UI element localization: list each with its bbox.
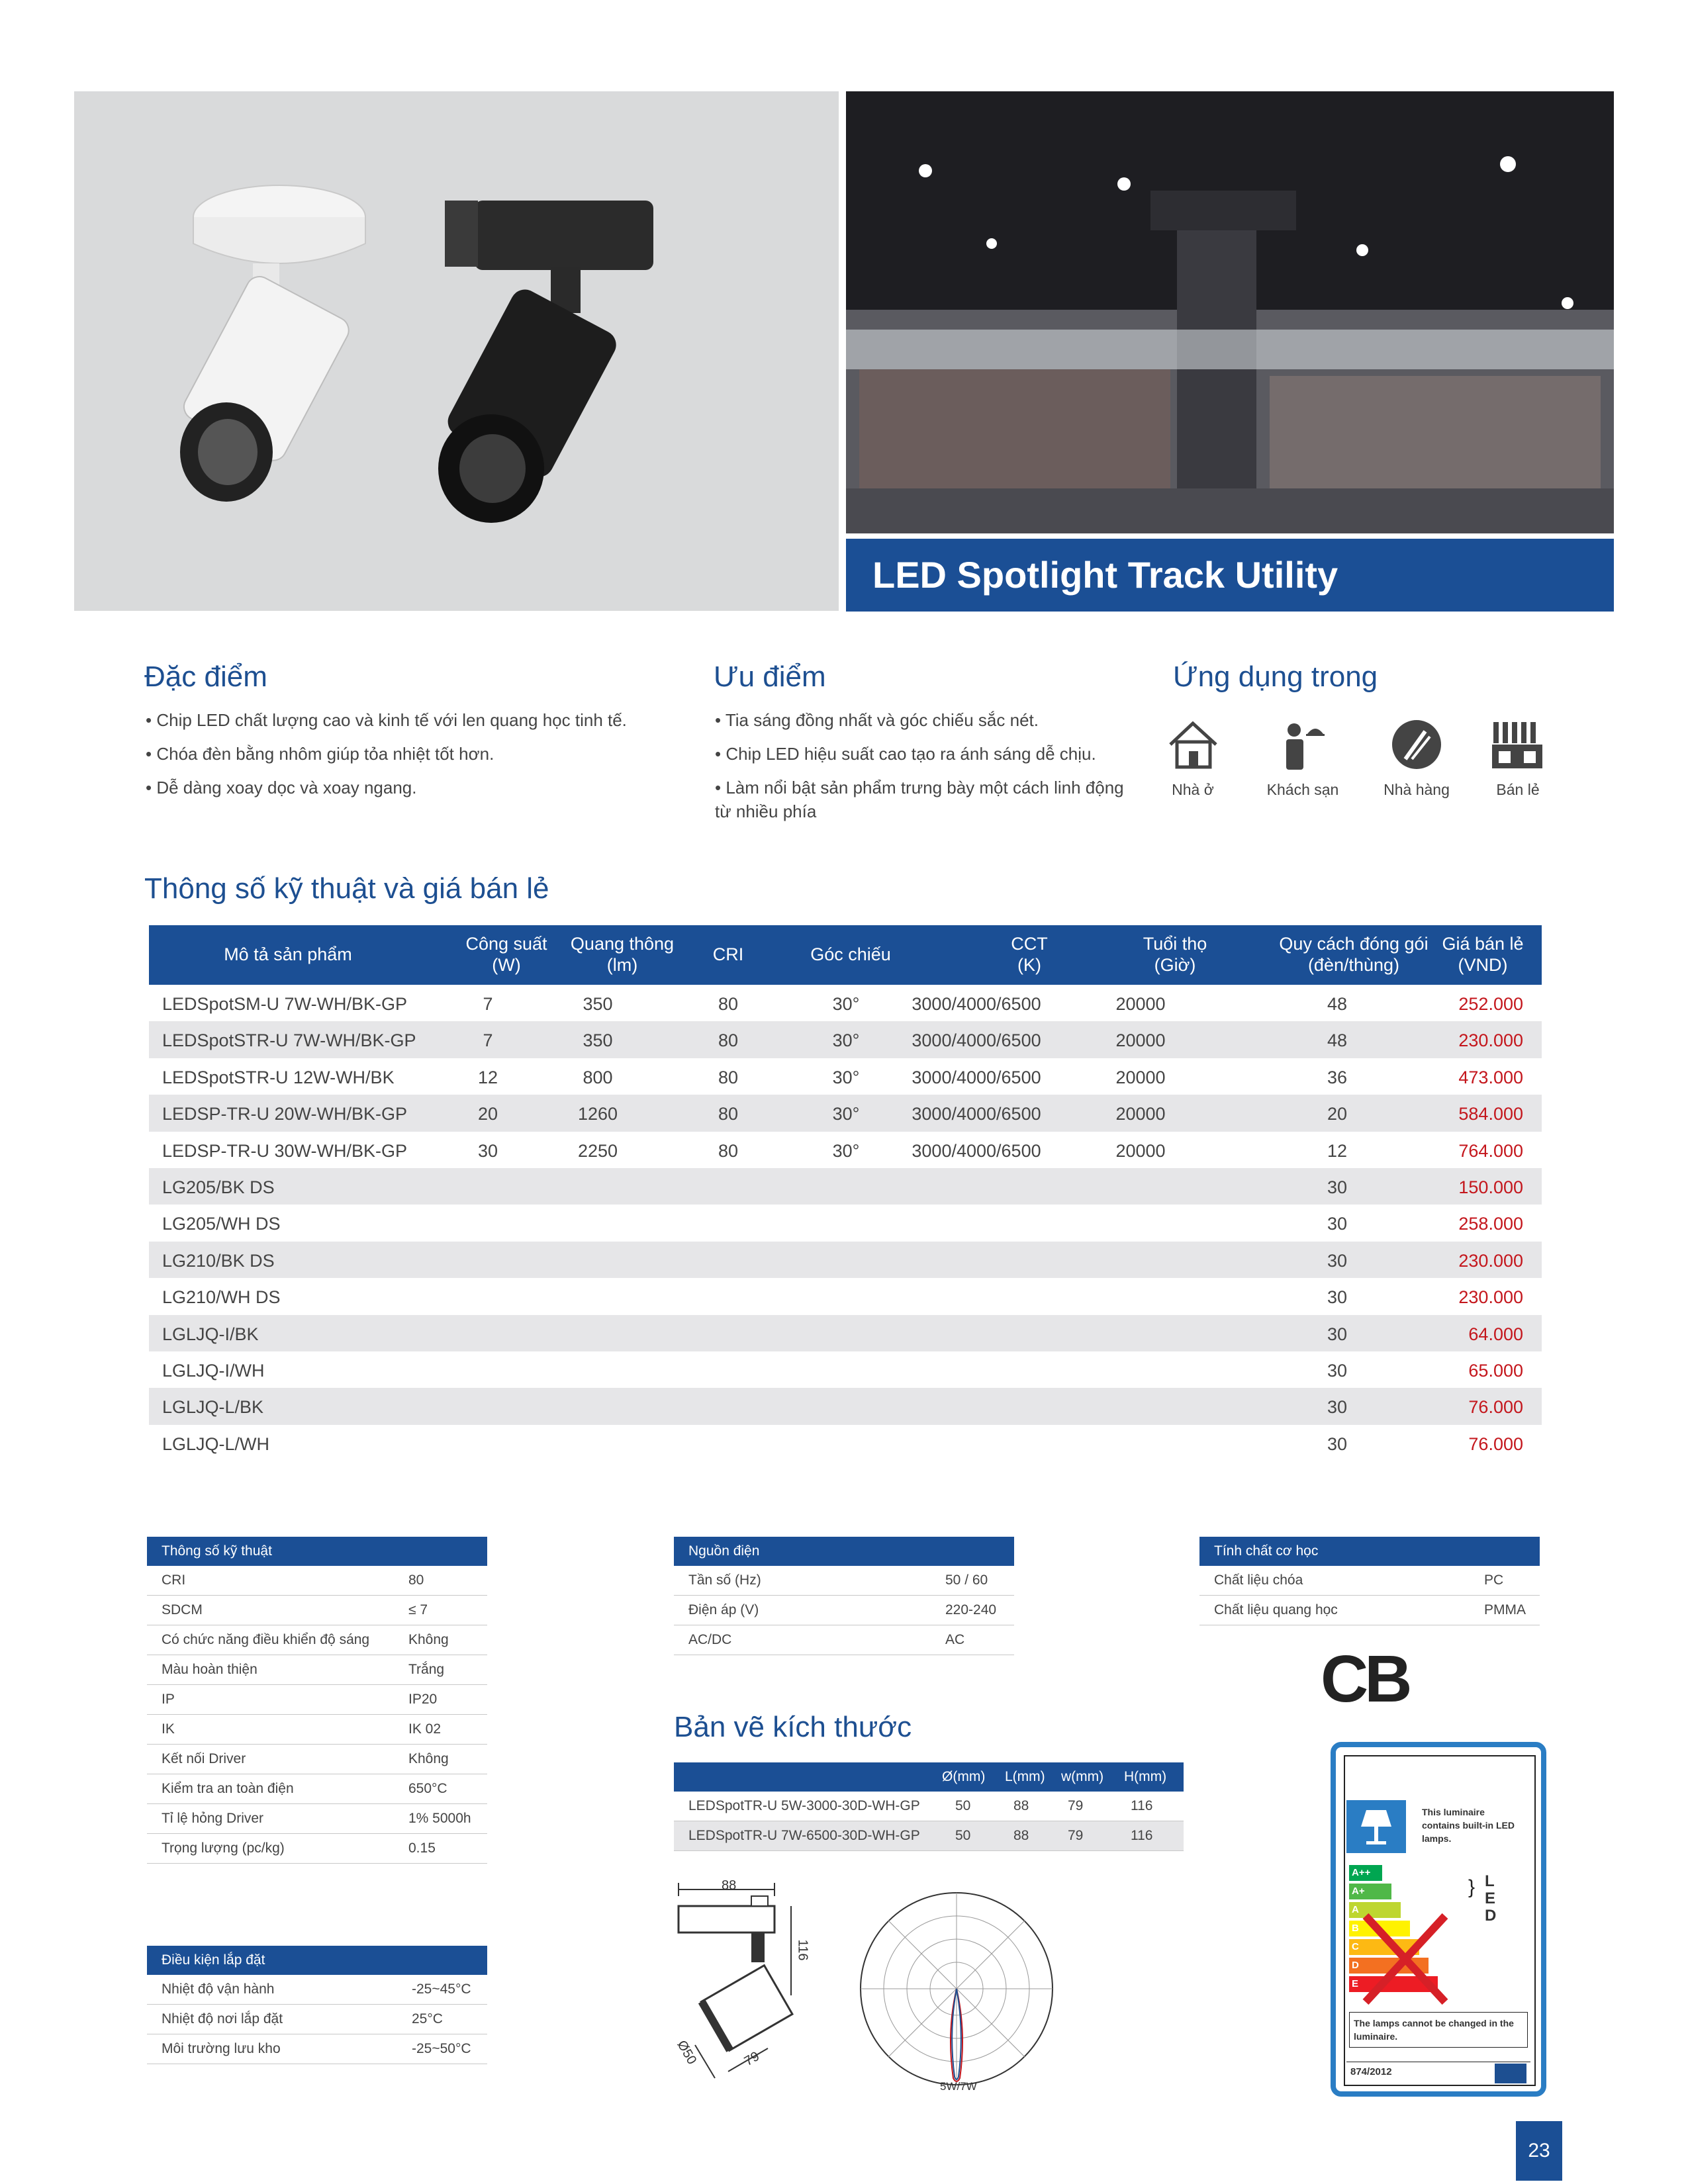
length-label: 88: [722, 1878, 737, 1893]
table-row: [149, 1205, 1542, 1241]
energy-class-bar: B: [1349, 1921, 1410, 1936]
table-row: [149, 1058, 1542, 1095]
height-label: 116: [795, 1939, 810, 1961]
table-cell: 76.000: [1468, 1397, 1523, 1418]
list-item: • Làm nổi bật sản phẩm trưng bày một cách linh động từ nhiều phía: [715, 778, 1124, 821]
table-cell: 76.000: [1468, 1433, 1523, 1454]
application-retail: [1489, 718, 1546, 774]
table-row: [149, 1425, 1542, 1461]
table-cell: LEDSpotSTR-U 12W-WH/BK: [162, 1067, 395, 1087]
led-text: LED: [1485, 1872, 1497, 1925]
table-cell: 30: [1327, 1287, 1348, 1308]
spec-value: IP20: [408, 1692, 438, 1707]
page-number: 23: [1516, 2121, 1562, 2181]
spec-key: CRI: [162, 1572, 186, 1588]
column-header: L(mm): [1005, 1769, 1045, 1784]
spec-value: 1% 5000h: [408, 1811, 471, 1826]
diameter-label: Ø50: [674, 2038, 700, 2068]
spec-row: [147, 1596, 487, 1625]
spec-key: Tỉ lệ hỏng Driver: [162, 1811, 264, 1826]
energy-class-bar: C: [1349, 1939, 1419, 1955]
page-title: LED Spotlight Track Utility: [872, 554, 1338, 596]
table-cell: 12: [1327, 1140, 1348, 1161]
table-row: [149, 985, 1542, 1021]
table-heading: Điều kiện lắp đặt: [147, 1946, 487, 1975]
spec-value: IK 02: [408, 1721, 442, 1737]
application-label: Nhà ở: [1172, 781, 1214, 798]
table-cell: LGLJQ-L/WH: [162, 1433, 270, 1454]
table-row: [149, 1351, 1542, 1388]
table-cell: 79: [1068, 1798, 1084, 1813]
spec-key: Có chức năng điều khiển độ sáng: [162, 1632, 370, 1647]
table-cell: 80: [718, 1067, 739, 1087]
house-icon: [1165, 718, 1221, 771]
features-heading: Đặc điểm: [144, 660, 267, 693]
spec-value: 0.15: [408, 1841, 436, 1856]
table-cell: 3000/4000/6500: [912, 1030, 1041, 1051]
advantages-list: [715, 708, 1125, 833]
width-label: 79: [741, 2048, 763, 2070]
regulation-number: 874/2012: [1350, 2066, 1392, 2077]
spec-value: Không: [408, 1632, 449, 1647]
spec-key: IK: [162, 1721, 175, 1737]
table-cell: 30: [1327, 1250, 1348, 1271]
spec-value: -25~50°C: [412, 2041, 471, 2056]
spec-row: [147, 2005, 487, 2034]
spec-value: 80: [408, 1572, 424, 1588]
table-cell: 7: [483, 1030, 493, 1051]
column-header: Quy cách đóng gói (đèn/thùng): [1279, 934, 1429, 975]
table-cell: 30: [1327, 1397, 1348, 1418]
retail-shop-icon: [1489, 718, 1546, 771]
energy-class-bar: A: [1349, 1902, 1401, 1918]
table-cell: 80: [718, 1140, 739, 1161]
spec-key: Tần số (Hz): [688, 1572, 761, 1588]
spec-value: PC: [1484, 1572, 1504, 1588]
spec-row: [147, 1834, 487, 1864]
energy-class-bar: A+: [1349, 1884, 1391, 1899]
table-cell: 3000/4000/6500: [912, 1067, 1041, 1087]
table-cell: 80: [718, 1104, 739, 1124]
table-cell: LEDSpotTR-U 7W-6500-30D-WH-GP: [688, 1828, 920, 1843]
spec-key: SDCM: [162, 1602, 203, 1617]
application-label: Nhà hàng: [1383, 781, 1450, 798]
column-header: CCT (K): [1011, 934, 1048, 975]
table-header: [149, 925, 1542, 985]
power-table: [674, 1537, 1014, 1655]
table-cell: LEDSpotTR-U 5W-3000-30D-WH-GP: [688, 1798, 920, 1813]
spec-row: [1199, 1566, 1540, 1596]
eu-flag-icon: [1495, 2064, 1526, 2083]
spec-value: ≤ 7: [408, 1602, 428, 1617]
table-cell: 20000: [1115, 1030, 1166, 1051]
spec-row: [1199, 1596, 1540, 1625]
table-cell: 30: [1327, 1433, 1348, 1454]
column-header: Công suất (W): [465, 934, 547, 975]
table-cell: 230.000: [1458, 1287, 1523, 1308]
table-heading: Nguồn điện: [674, 1537, 1014, 1566]
install-conditions-table: [147, 1946, 487, 2064]
table-cell: 48: [1327, 994, 1348, 1014]
spec-row: [674, 1596, 1014, 1625]
energy-label-top-text: This luminaire contains built-in LED lamps.: [1422, 1807, 1515, 1844]
spec-key: Môi trường lưu kho: [162, 2041, 281, 2056]
spec-row: [147, 1655, 487, 1685]
table-cell: 80: [718, 994, 739, 1014]
table-row: [149, 1168, 1542, 1205]
dimensions-heading: Bản vẽ kích thước: [674, 1711, 912, 1743]
table-cell: LEDSpotSM-U 7W-WH/BK-GP: [162, 994, 408, 1014]
energy-class-bar: E: [1349, 1976, 1438, 1992]
spec-key: IP: [162, 1692, 175, 1707]
table-cell: LG205/WH DS: [162, 1214, 281, 1234]
spec-key: Nhiệt độ vận hành: [162, 1981, 275, 1997]
spec-key: Chất liệu chóa: [1214, 1572, 1303, 1588]
title-banner: [846, 539, 1614, 612]
spec-value: 650°C: [408, 1781, 447, 1796]
spec-value: Không: [408, 1751, 449, 1766]
table-cell: 30: [1327, 1214, 1348, 1234]
spec-key: Điện áp (V): [688, 1602, 759, 1617]
spec-row: [147, 1685, 487, 1715]
table-cell: LEDSP-TR-U 30W-WH/BK-GP: [162, 1140, 408, 1161]
application-home: [1165, 718, 1221, 774]
table-cell: LGLJQ-L/BK: [162, 1397, 264, 1418]
spec-value: -25~45°C: [412, 1981, 471, 1997]
table-cell: 3000/4000/6500: [912, 1104, 1041, 1124]
table-cell: 48: [1327, 1030, 1348, 1051]
table-cell: 80: [718, 1030, 739, 1051]
mechanical-table: [1199, 1537, 1540, 1625]
application-label: Bán lẻ: [1496, 781, 1540, 798]
table-cell: 20: [477, 1104, 498, 1124]
table-cell: LG210/WH DS: [162, 1287, 281, 1308]
table-cell: 230.000: [1458, 1250, 1523, 1271]
spec-price-table: [149, 925, 1542, 1461]
spec-value: 25°C: [412, 2011, 443, 2026]
table-heading: Thông số kỹ thuật: [147, 1537, 487, 1566]
spec-row: [147, 1975, 487, 2005]
spec-row: [147, 1715, 487, 1745]
column-header: Mô tả sản phẩm: [224, 944, 352, 964]
features-list: [146, 708, 688, 809]
spec-table-heading: Thông số kỹ thuật và giá bán lẻ: [144, 872, 549, 905]
table-cell: 230.000: [1458, 1030, 1523, 1051]
table-cell: 116: [1131, 1828, 1153, 1843]
list-item: • Dễ dàng xoay dọc và xoay ngang.: [146, 778, 417, 797]
column-header: H(mm): [1124, 1769, 1167, 1784]
table-cell: 800: [583, 1067, 613, 1087]
table-cell: 1260: [577, 1104, 618, 1124]
table-cell: 20000: [1115, 994, 1166, 1014]
column-header: Tuổi thọ (Giờ): [1143, 934, 1207, 975]
application-restaurant: [1389, 718, 1445, 774]
tech-specs-table: [147, 1537, 487, 1864]
table-cell: 30: [477, 1140, 498, 1161]
table-cell: 30°: [832, 1104, 860, 1124]
application-label: Khách sạn: [1266, 781, 1339, 798]
table-row: [149, 1095, 1542, 1131]
table-cell: LGLJQ-I/BK: [162, 1324, 259, 1344]
table-cell: LGLJQ-I/WH: [162, 1360, 265, 1381]
spec-key: AC/DC: [688, 1632, 732, 1647]
table-cell: 64.000: [1468, 1324, 1523, 1344]
table-row: [149, 1315, 1542, 1351]
table-cell: LG210/BK DS: [162, 1250, 275, 1271]
table-cell: 30°: [832, 994, 860, 1014]
energy-label-bottom-text: The lamps cannot be changed in the luminaire.: [1349, 2012, 1528, 2048]
table-cell: 764.000: [1458, 1140, 1523, 1161]
application-hotel: [1274, 718, 1331, 774]
list-item: • Chóa đèn bằng nhôm giúp tỏa nhiệt tốt hơn.: [146, 744, 494, 764]
table-cell: 2250: [577, 1140, 618, 1161]
table-row: [674, 1792, 1184, 1821]
table-cell: 20: [1327, 1104, 1348, 1124]
spec-row: [147, 2034, 487, 2064]
spec-value: Trắng: [408, 1662, 445, 1677]
table-cell: 584.000: [1458, 1104, 1523, 1124]
table-cell: LEDSP-TR-U 20W-WH/BK-GP: [162, 1104, 408, 1124]
spec-value: 220-240: [945, 1602, 997, 1617]
table-cell: LG205/BK DS: [162, 1177, 275, 1197]
column-header: Góc chiếu: [810, 944, 891, 964]
table-cell: 350: [583, 994, 613, 1014]
spec-row: [147, 1566, 487, 1596]
spec-row: [147, 1774, 487, 1804]
energy-class-bar: D: [1349, 1958, 1429, 1974]
spec-value: AC: [945, 1632, 965, 1647]
column-header: Giá bán lẻ (VND): [1442, 934, 1524, 975]
column-header: Quang thông (lm): [570, 934, 675, 975]
column-header: CRI: [712, 944, 744, 964]
list-item: • Chip LED chất lượng cao và kinh tế với len quang học tinh tế.: [146, 710, 627, 730]
polar-light-distribution: [854, 1886, 1059, 2095]
table-cell: 150.000: [1458, 1177, 1523, 1197]
spec-key: Chất liệu quang học: [1214, 1602, 1338, 1617]
energy-class-bar: A++: [1349, 1865, 1382, 1881]
spec-row: [147, 1745, 487, 1774]
table-cell: 30: [1327, 1360, 1348, 1381]
restaurant-icon: [1389, 718, 1445, 771]
table-cell: 252.000: [1458, 994, 1523, 1014]
energy-label: [1331, 1742, 1546, 2097]
table-cell: 20000: [1115, 1140, 1166, 1161]
table-cell: 36: [1327, 1067, 1348, 1087]
table-cell: 3000/4000/6500: [912, 994, 1041, 1014]
spec-key: Trọng lượng (pc/kg): [162, 1841, 285, 1856]
spec-row: [674, 1625, 1014, 1655]
polar-caption: 5W/7W: [940, 2080, 977, 2093]
table-row: [149, 1242, 1542, 1278]
table-cell: 30: [1327, 1324, 1348, 1344]
lamp-icon: [1346, 1800, 1406, 1853]
advantages-heading: Ưu điểm: [714, 660, 826, 693]
table-cell: 30°: [832, 1140, 860, 1161]
table-cell: 30: [1327, 1177, 1348, 1197]
applications-heading: Ứng dụng trong: [1173, 660, 1378, 693]
list-item: • Tia sáng đồng nhất và góc chiếu sắc nét.: [715, 710, 1039, 730]
column-header: Ø(mm): [942, 1769, 986, 1784]
spec-key: Màu hoàn thiện: [162, 1662, 258, 1677]
table-cell: 79: [1068, 1828, 1084, 1843]
spec-key: Kiểm tra an toàn điện: [162, 1781, 294, 1796]
table-row: [149, 1132, 1542, 1168]
table-cell: 30°: [832, 1030, 860, 1051]
spec-row: [147, 1804, 487, 1834]
table-cell: 258.000: [1458, 1214, 1523, 1234]
dimensions-header: [674, 1762, 1184, 1792]
spec-key: Nhiệt độ nơi lắp đặt: [162, 2011, 283, 2026]
table-row: [149, 1388, 1542, 1424]
table-cell: 50: [955, 1798, 971, 1813]
spec-row: [674, 1566, 1014, 1596]
led-brace-icon: }: [1468, 1876, 1476, 1898]
table-cell: 350: [583, 1030, 613, 1051]
table-cell: LEDSpotSTR-U 7W-WH/BK-GP: [162, 1030, 416, 1051]
table-cell: 3000/4000/6500: [912, 1140, 1041, 1161]
product-photo: [74, 91, 839, 611]
table-cell: 20000: [1115, 1067, 1166, 1087]
dimensions-table: [674, 1762, 1184, 1851]
cb-mark: CB: [1321, 1642, 1409, 1716]
cross-out-icon: [1362, 1913, 1448, 2005]
table-cell: 20000: [1115, 1104, 1166, 1124]
table-cell: 88: [1013, 1828, 1029, 1843]
table-cell: 12: [477, 1067, 498, 1087]
table-cell: 50: [955, 1828, 971, 1843]
table-cell: 88: [1013, 1798, 1029, 1813]
store-photo: [846, 91, 1614, 533]
list-item: • Chip LED hiệu suất cao tạo ra ánh sáng dễ chịu.: [715, 744, 1096, 764]
table-heading: Tính chất cơ học: [1199, 1537, 1540, 1566]
column-header: w(mm): [1061, 1769, 1104, 1784]
table-row: [674, 1821, 1184, 1851]
spec-row: [147, 1625, 487, 1655]
table-row: [149, 1278, 1542, 1314]
table-cell: 473.000: [1458, 1067, 1523, 1087]
hotel-waiter-icon: [1274, 718, 1331, 771]
spec-value: PMMA: [1484, 1602, 1526, 1617]
table-cell: 116: [1131, 1798, 1153, 1813]
table-body: [149, 985, 1542, 1461]
spec-key: Kết nối Driver: [162, 1751, 246, 1766]
table-row: [149, 1021, 1542, 1058]
spec-value: 50 / 60: [945, 1572, 988, 1588]
table-cell: 65.000: [1468, 1360, 1523, 1381]
table-cell: 30°: [832, 1067, 860, 1087]
table-cell: 7: [483, 994, 493, 1014]
